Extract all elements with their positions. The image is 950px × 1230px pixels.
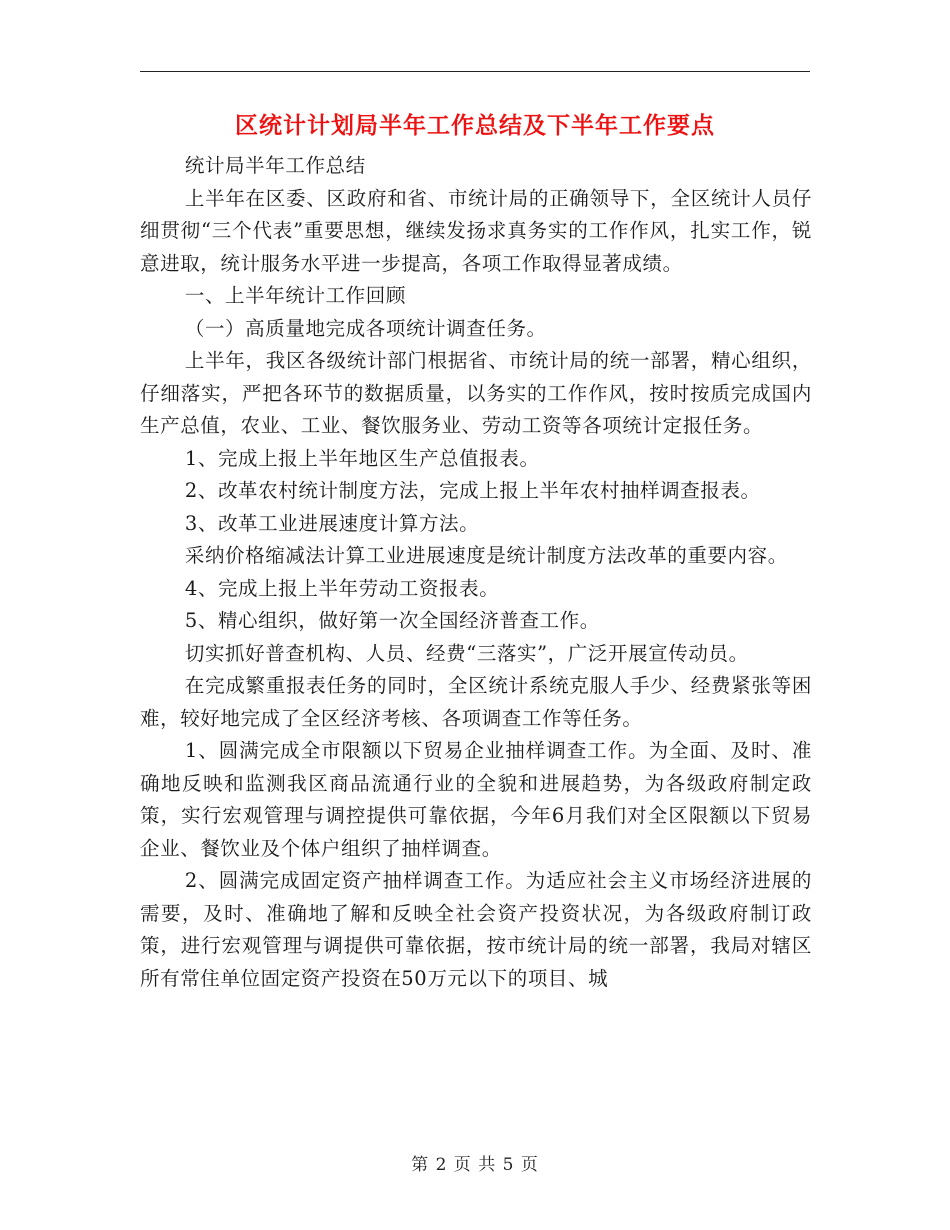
paragraph: 5、精心组织，做好第一次全国经济普查工作。: [184, 609, 600, 632]
paragraph: 2、改革农村统计制度方法，完成上报上半年农村抽样调查报表。: [184, 479, 761, 502]
paragraph: 上半年在区委、区政府和省、市统计局的正确领导下，全区统计人员仔细贯彻“三个代表”重要思想，继续发扬求真务实的工作作风，扎实工作，锐意进取，统计服务水平进一步提高，各项工作取得显著成绩。: [140, 186, 812, 275]
paragraph: 一、上半年统计工作回顾: [184, 284, 406, 307]
header-rule: [140, 71, 810, 72]
page-number: 第 2 页 共 5 页: [411, 1155, 539, 1175]
document-body: [140, 150, 812, 995]
paragraph: 上半年，我区各级统计部门根据省、市统计局的统一部署，精心组织，仔细落实，严把各环节的数据质量，以务实的工作作风，按时按质完成国内生产总值，农业、工业、餐饮服务业、劳动工资等各项统计定报任务。: [140, 349, 812, 437]
paragraph: 切实抓好普查机构、人员、经费“三落实”，广泛开展宣传动员。: [184, 641, 749, 665]
paragraph: 1、完成上报上半年地区生产总值报表。: [184, 446, 540, 470]
paragraph: 采纳价格缩减法计算工业进展速度是统计制度方法改革的重要内容。: [184, 544, 788, 567]
paragraph: 3、改革工业进展速度计算方法。: [184, 511, 480, 535]
paragraph: 在完成繁重报表任务的同时，全区统计系统克服人手少、经费紧张等困难，较好地完成了全区经济考核、各项调查工作等任务。: [140, 674, 812, 730]
paragraph: （一）高质量地完成各项统计调查任务。: [184, 316, 547, 340]
paragraph: 4、完成上报上半年劳动工资报表。: [184, 576, 500, 600]
paragraph: 1、圆满完成全市限额以下贸易企业抽样调查工作。为全面、及时、准确地反映和监测我区商品流通行业的全貌和进展趋势，为各级政府制定政策，实行宏观管理与调控提供可靠依据，今年6月我们对全区限额以下贸易企业、餐饮业及个体户组织了抽样调查。: [140, 739, 812, 860]
paragraph: 2、圆满完成固定资产抽样调查工作。为适应社会主义市场经济进展的需要，及时、准确地了解和反映全社会资产投资状况，为各级政府制订政策，进行宏观管理与调提供可靠依据，按市统计局的统一部署，我局对辖区所有常住单位固定资产投资在50万元以下的项目、城: [140, 869, 812, 990]
document-title: 区统计计划局半年工作总结及下半年工作要点: [235, 113, 715, 139]
paragraph: 统计局半年工作总结: [184, 154, 366, 177]
